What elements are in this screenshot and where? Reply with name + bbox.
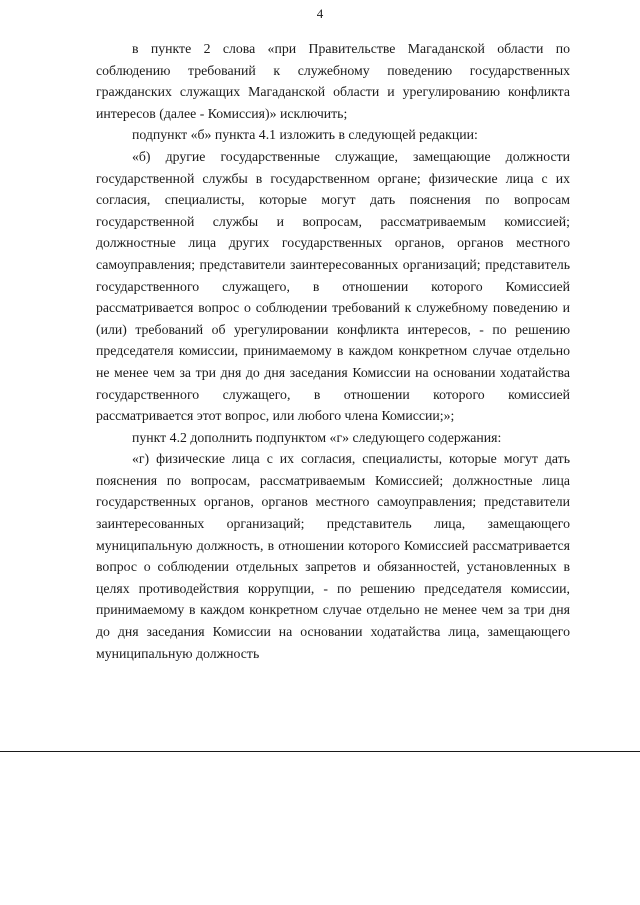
- page-bottom-divider: [0, 751, 640, 752]
- document-body: [96, 38, 570, 664]
- page-number: 4: [316, 6, 324, 21]
- paragraph-subitem-b-text: «б) другие государственные служащие, замещающие должности государственной службы в государственном органе; физические лица с их согласия, специалисты, которые могут дать пояснения по вопросам государственной службы и вопросам, рассматриваемым комиссией; должностные лица других государственных органов, органов местного самоуправления; представители заинтересованных организаций; представитель государственного служащего, в отношении которого Комиссией рассматривается вопрос о соблюдении требований к служебному поведению и (или) требований об урегулировании конфликта интересов, - по решению председателя комиссии, принимаемому в каждом конкретном случае отдельно не менее чем за три дня до дня заседания Комиссии на основании ходатайства государственного служащего, в отношении которого комиссией рассматривается этот вопрос, или любого члена Комиссии;»;: [96, 148, 570, 424]
- paragraph-subitem-g-text: «г) физические лица с их согласия, специалисты, которые могут дать пояснения по вопросам, рассматриваемым Комиссией; должностные лица государственных органов, органов местного самоуправления; представители заинтересованных организаций; представитель лица, замещающего муниципальную должность, в отношении которого Комиссией рассматривается вопрос о соблюдении отдельных запретов и обязанностей, установленных в целях противодействия коррупции, - по решению председателя комиссии, принимаемому в каждом конкретном случае отдельно не менее чем за три дня до дня заседания Комиссии на основании ходатайства лица, замещающего муниципальную должность: [96, 451, 570, 661]
- paragraph-subitem-b-heading: подпункт «б» пункта 4.1 изложить в следующей редакции:: [132, 127, 478, 143]
- paragraph-item-4-2-heading: пункт 4.2 дополнить подпунктом «г» следующего содержания:: [132, 429, 502, 445]
- paragraph-amend-item-2: в пункте 2 слова «при Правительстве Магаданской области по соблюдению требований к служебному поведению государственных гражданских служащих Магаданской области и урегулированию конфликта интересов (далее - Комиссия)» исключить;: [96, 41, 570, 121]
